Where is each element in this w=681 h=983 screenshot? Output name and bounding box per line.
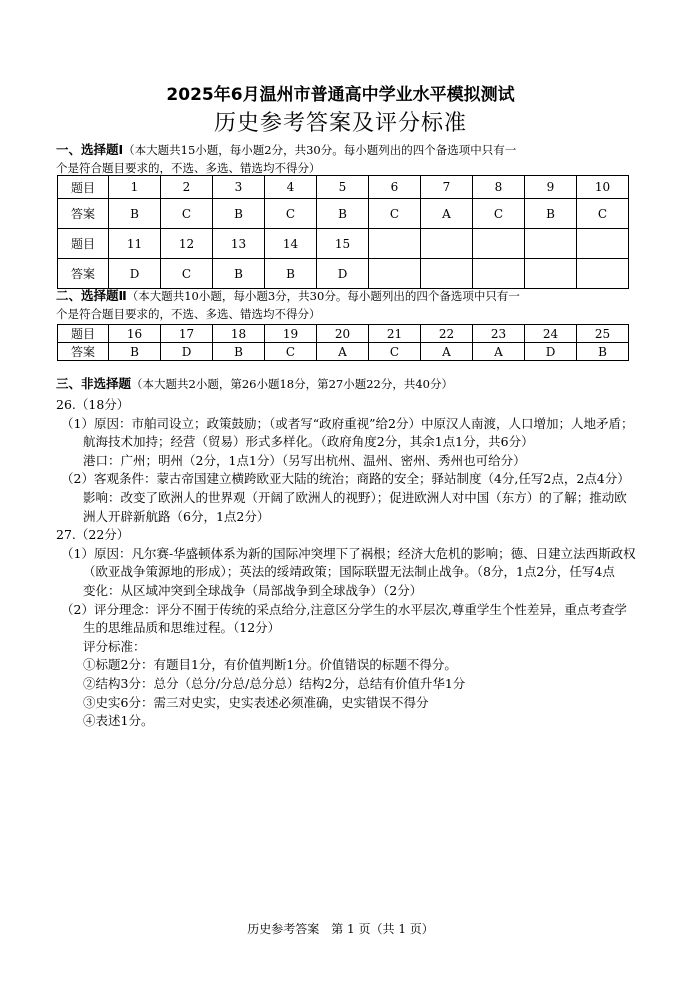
question-number: 20 [317,325,369,343]
empty-cell [473,229,525,259]
question-number: 15 [317,229,369,259]
question-number: 25 [577,325,629,343]
empty-cell [421,229,473,259]
question-number: 22 [421,325,473,343]
row-label-answer: 答案 [58,199,109,229]
question-number: 13 [213,229,265,259]
answer-cell: C [369,199,421,229]
question-number: 21 [369,325,421,343]
question-number: 5 [317,176,369,199]
empty-cell [369,259,421,289]
q27-heading: 27.（22分） [56,527,130,543]
question-number: 19 [265,325,317,343]
answer-cell: D [109,259,161,289]
answer-cell: A [473,343,525,361]
row-label-question: 题目 [58,176,109,199]
section1-answer-table [57,175,629,289]
question-number: 23 [473,325,525,343]
table-row [58,229,629,259]
question-number: 3 [213,176,265,199]
section3-content [56,396,636,731]
q26-heading: 26.（18分） [56,397,130,412]
table-row [58,199,629,229]
section3-heading: 三、非选择题 [56,376,132,391]
row-label-question: 题目 [58,325,109,343]
empty-cell [421,259,473,289]
q26-part2-impact: 影响：改变了欧洲人的世界观（开阔了欧洲人的视野）；促进欧洲人对中国（东方）的了解；推动欧洲人开辟新航路（6分，1点2分） [83,489,627,524]
q27-part1-change: 变化：从区域冲突到全球战争（局部战争到全球战争）（2分） [83,582,423,598]
question-number: 17 [161,325,213,343]
answer-cell: B [109,199,161,229]
question-number: 12 [161,229,213,259]
q27-criterion-2: ②结构3分：总分（总分/分总/总分总）结构2分，总结有价值升华1分 [83,675,466,691]
row-label-question: 题目 [58,229,109,259]
section3-heading-block [56,375,631,393]
q26-part1: （1）原因：市舶司设立；政策鼓励；（或者写“政府重视”给2分）中原汉人南渡，人口增加；人地矛盾；航海技术加持；经营（贸易）形式多样化。（政府角度2分，其余1点1分，共6分） [61,415,634,450]
document-subtitle: 历史参考答案及评分标准 [213,111,467,136]
question-number: 4 [265,176,317,199]
question-number: 14 [265,229,317,259]
q27-criterion-3: ③史实6分：需三对史实，史实表述必须准确，史实错误不得分 [83,694,429,710]
empty-cell [577,229,629,259]
answer-cell: A [421,343,473,361]
q27-criteria-label: 评分标准： [83,638,146,654]
q26-part2: （2）客观条件：蒙古帝国建立横跨欧亚大陆的统治；商路的安全；驿站制度（4分,任写2点，2点4分） [61,471,630,487]
q27-part1: （1）原因：凡尔赛-华盛顿体系为新的国际冲突埋下了祸根；经济大危机的影响；德、日建立法西斯政权（欧亚战争策源地的形成）；英法的绥靖政策；国际联盟无法制止战争。（8分，1点2分，任写4点 [61,545,636,580]
row-label-answer: 答案 [58,343,109,361]
empty-cell [577,259,629,289]
empty-cell [525,229,577,259]
question-number: 6 [369,176,421,199]
question-number: 18 [213,325,265,343]
answer-cell: C [577,199,629,229]
exam-title: 2025年6月温州市普通高中学业水平模拟测试 [166,85,515,105]
answer-cell: C [473,199,525,229]
question-number: 1 [109,176,161,199]
question-number: 24 [525,325,577,343]
answer-cell: C [161,259,213,289]
answer-cell: B [213,343,265,361]
q27-criterion-1: ①标题2分：有题目1分，有价值判断1分。价值错误的标题不得分。 [83,657,457,673]
answer-cell: C [265,343,317,361]
answer-cell: A [421,199,473,229]
answer-cell: B [525,199,577,229]
answer-cell: C [369,343,421,361]
answer-cell: B [213,259,265,289]
section2-heading: 二、选择题Ⅱ [56,288,127,303]
table-row [58,259,629,289]
question-number: 7 [421,176,473,199]
question-number: 11 [109,229,161,259]
section1-note-line2: 个是符合题目要求的，不选、多选、错选均不得分） [56,161,321,175]
section1-heading: 一、选择题Ⅰ [56,142,124,157]
answer-cell: B [213,199,265,229]
section1-heading-block [56,141,631,177]
answer-cell: D [317,259,369,289]
table-row [58,325,629,343]
section3-note: （本大题共2小题，第26小题18分，第27小题22分，共40分） [131,377,453,391]
answer-cell: C [161,199,213,229]
section2-note-line1: （本大题共10小题，每小题3分，共30分。每小题列出的四个备选项中只有一 [126,289,520,303]
question-number: 9 [525,176,577,199]
question-number: 2 [161,176,213,199]
empty-cell [525,259,577,289]
section2-answer-table [57,324,629,361]
table-row [58,176,629,199]
question-number: 8 [473,176,525,199]
page-footer: 历史参考答案 第 1 页（共 1 页） [247,922,434,936]
empty-cell [473,259,525,289]
empty-cell [369,229,421,259]
section2-heading-block [56,287,631,323]
answer-cell: B [265,259,317,289]
table-row [58,343,629,361]
question-number: 16 [109,325,161,343]
answer-cell: D [525,343,577,361]
answer-cell: C [265,199,317,229]
answer-cell: B [317,199,369,229]
q27-criterion-4: ④表述1分。 [83,713,154,729]
answer-cell: B [577,343,629,361]
answer-cell: B [109,343,161,361]
answer-cell: D [161,343,213,361]
section2-note-line2: 个是符合题目要求的，不选、多选、错选均不得分） [56,307,321,321]
answer-cell: A [317,343,369,361]
section1-note-line1: （本大题共15小题，每小题2分，共30分。每小题列出的四个备选项中只有一 [123,143,517,157]
q27-part2: （2）评分理念：评分不囿于传统的采点给分,注意区分学生的水平层次,尊重学生个性差异，重点考查学生的思维品质和思维过程。（12分） [61,601,627,636]
question-number: 10 [577,176,629,199]
row-label-answer: 答案 [58,259,109,289]
q26-part1-ports: 港口：广州；明州（2分，1点1分）（另写出杭州、温州、密州、秀州也可给分） [83,452,526,468]
